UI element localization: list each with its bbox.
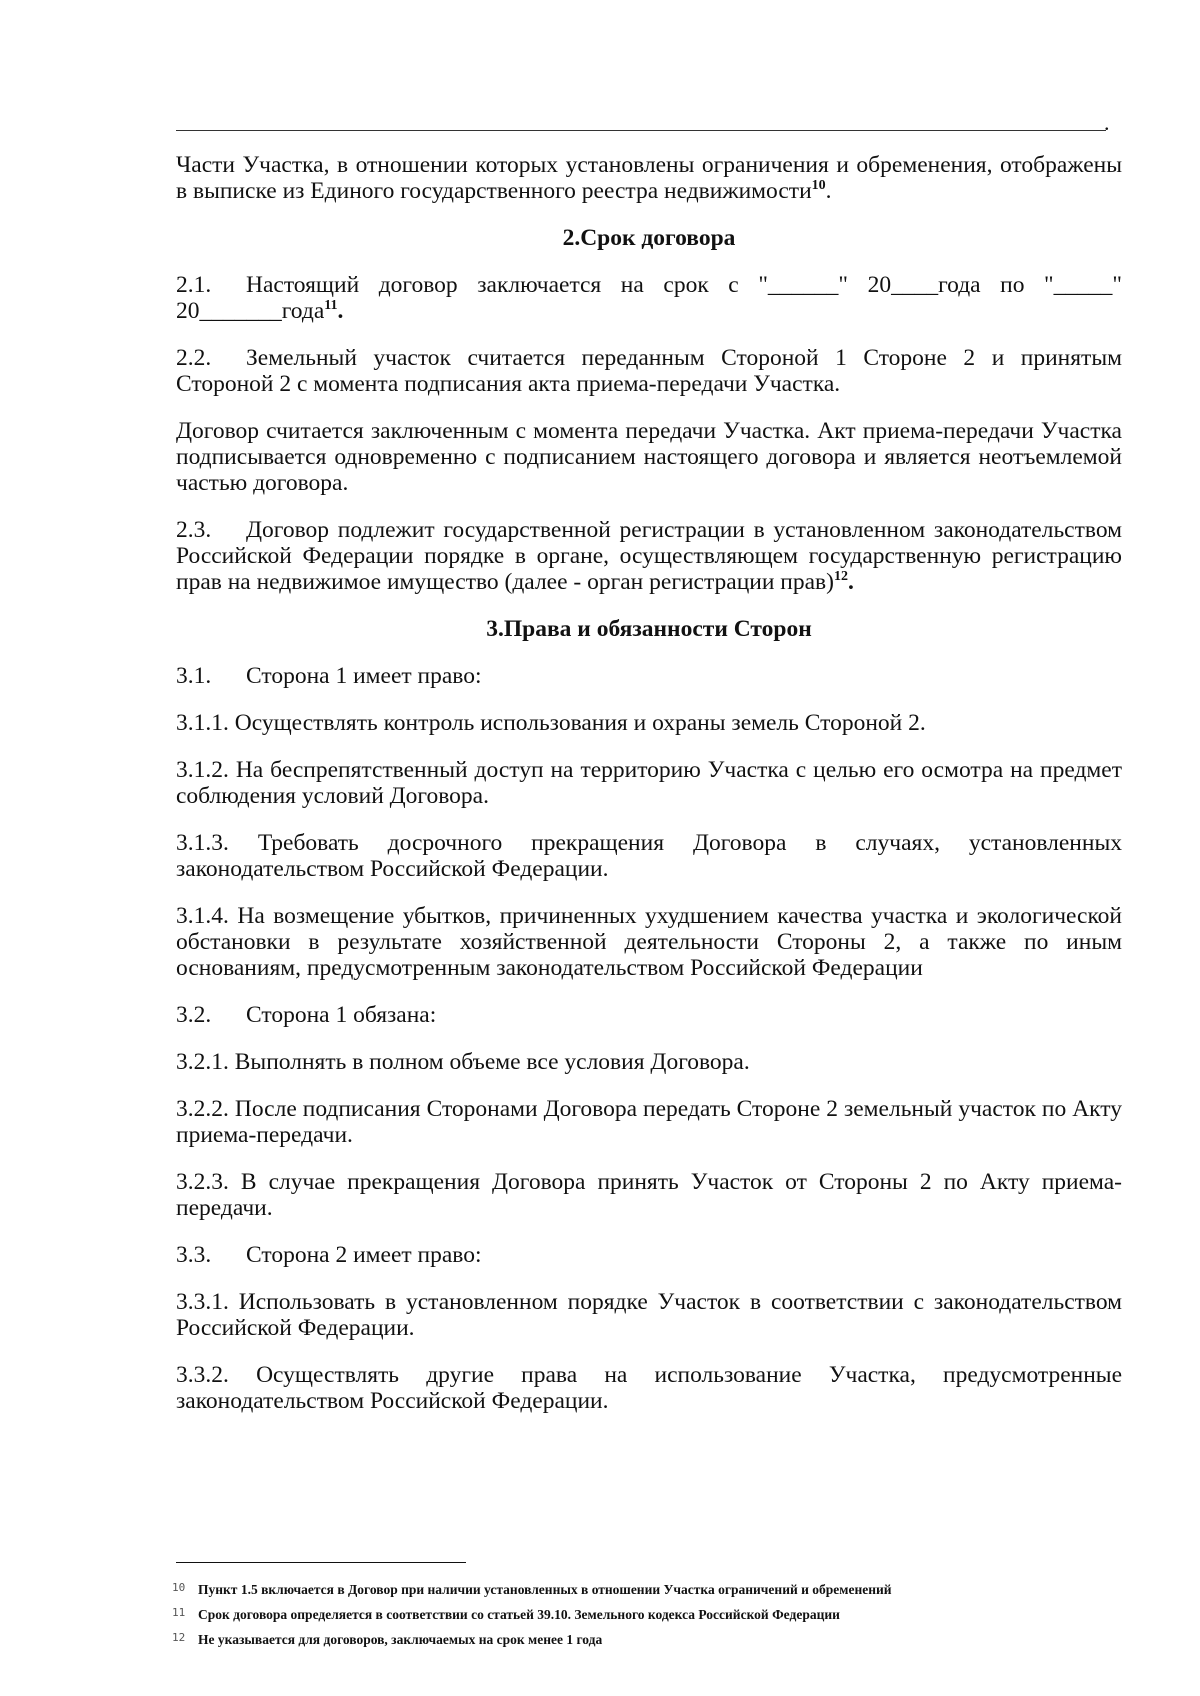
- clause-3-1-2: 3.1.2. На беспрепятственный доступ на территорию Участка с целью его осмотра на предмет соблюдения условий Договора.: [176, 757, 1122, 809]
- clause-2-2: 2.2. Земельный участок считается переданным Стороной 1 Стороне 2 и принятым Стороной 2 с момента подписания акта приема-передачи Участка.: [176, 345, 1122, 397]
- clause-number: 2.1.: [176, 272, 212, 298]
- clause-number: 3.2.: [176, 1002, 212, 1028]
- clause-number: 3.3.: [176, 1242, 212, 1268]
- footnote-11: 11 Срок договора определяется в соответствии со статьей 39.10. Земельного кодекса Российской Федерации: [172, 1601, 1132, 1626]
- clause-3-2-1: 3.2.1. Выполнять в полном объеме все условия Договора.: [176, 1049, 750, 1075]
- blank-fill-line: [176, 130, 1106, 131]
- clause-3-2-3: 3.2.3. В случае прекращения Договора принять Участок от Стороны 2 по Акту приема-передачи.: [176, 1169, 1123, 1221]
- clause-number: 2.3.: [176, 517, 212, 543]
- footnote-10: 10 Пункт 1.5 включается в Договор при наличии установленных в отношении Участка ограничений и обременений: [172, 1576, 1132, 1601]
- footnote-number: 11: [172, 1606, 186, 1619]
- clause-3-3: 3.3. Сторона 2 имеет право:: [176, 1242, 482, 1268]
- footnote-ref-12[interactable]: 12: [833, 569, 848, 585]
- intro-paragraph: Части Участка, в отношении которых установлены ограничения и обременения, отображены в выписке из Единого государственного реестра недвижимости$^{10}$.: [176, 152, 1122, 204]
- clause-3-1: 3.1. Сторона 1 имеет право:: [176, 663, 482, 689]
- footnote-ref-10[interactable]: 10: [811, 178, 826, 194]
- clause-3-1-3: 3.1.3. Требовать досрочного прекращения Договора в случаях, установленных законодательством Российской Федерации.: [176, 830, 1122, 882]
- footnote-number: 10: [172, 1581, 186, 1594]
- clause-3-2: 3.2. Сторона 1 обязана:: [176, 1002, 437, 1028]
- footnote-ref-11[interactable]: 11: [324, 298, 338, 314]
- footnote-separator: [176, 1562, 466, 1563]
- line-end-period: .: [1104, 110, 1110, 135]
- clause-3-3-2: 3.3.2. Осуществлять другие права на использование Участка, предусмотренные законодательством Российской Федерации.: [176, 1362, 1123, 1414]
- document-body: [176, 152, 1122, 1435]
- footnotes: [172, 1576, 1132, 1651]
- section-2-title: 2.Срок договора: [562, 225, 736, 251]
- clause-2-3: 2.3. Договор подлежит государственной регистрации в установленном законодательством Российской Федерации порядке в органе, осуществляющем государственную регистрацию прав на недвижимое имущество (далее - орган регистрации прав)$^{12}$.: [176, 517, 1122, 595]
- clause-2-2-continued: Договор считается заключенным с момента передачи Участка. Акт приема-передачи Участка подписывается одновременно с подписанием настоящего договора и является неотъемлемой частью договора.: [176, 418, 1122, 496]
- clause-3-2-2: 3.2.2. После подписания Сторонами Договора передать Стороне 2 земельный участок по Акту приема-передачи.: [176, 1096, 1122, 1148]
- section-3-title: 3.Права и обязанности Сторон: [486, 616, 812, 642]
- clause-3-3-1: 3.3.1. Использовать в установленном порядке Участок в соответствии с законодательством Российской Федерации.: [176, 1289, 1123, 1341]
- footnote-12: 12 Не указывается для договоров, заключаемых на срок менее 1 года: [172, 1626, 1132, 1651]
- clause-3-1-1: 3.1.1. Осуществлять контроль использования и охраны земель Стороной 2.: [176, 710, 926, 736]
- clause-3-1-4: 3.1.4. На возмещение убытков, причиненных ухудшением качества участка и экологической обстановки в результате хозяйственной деятельности Стороны 2, а также по иным основаниям, предусмотренным законодательством Российской Федерации: [176, 903, 1123, 981]
- footnote-number: 12: [172, 1631, 186, 1644]
- clause-number: 2.2.: [176, 345, 212, 371]
- clause-2-1: 2.1. Настоящий договор заключается на срок с "______" 20____года по "_____" 20_______года$^{11}$.: [176, 272, 1122, 324]
- clause-number: 3.1.: [176, 663, 212, 689]
